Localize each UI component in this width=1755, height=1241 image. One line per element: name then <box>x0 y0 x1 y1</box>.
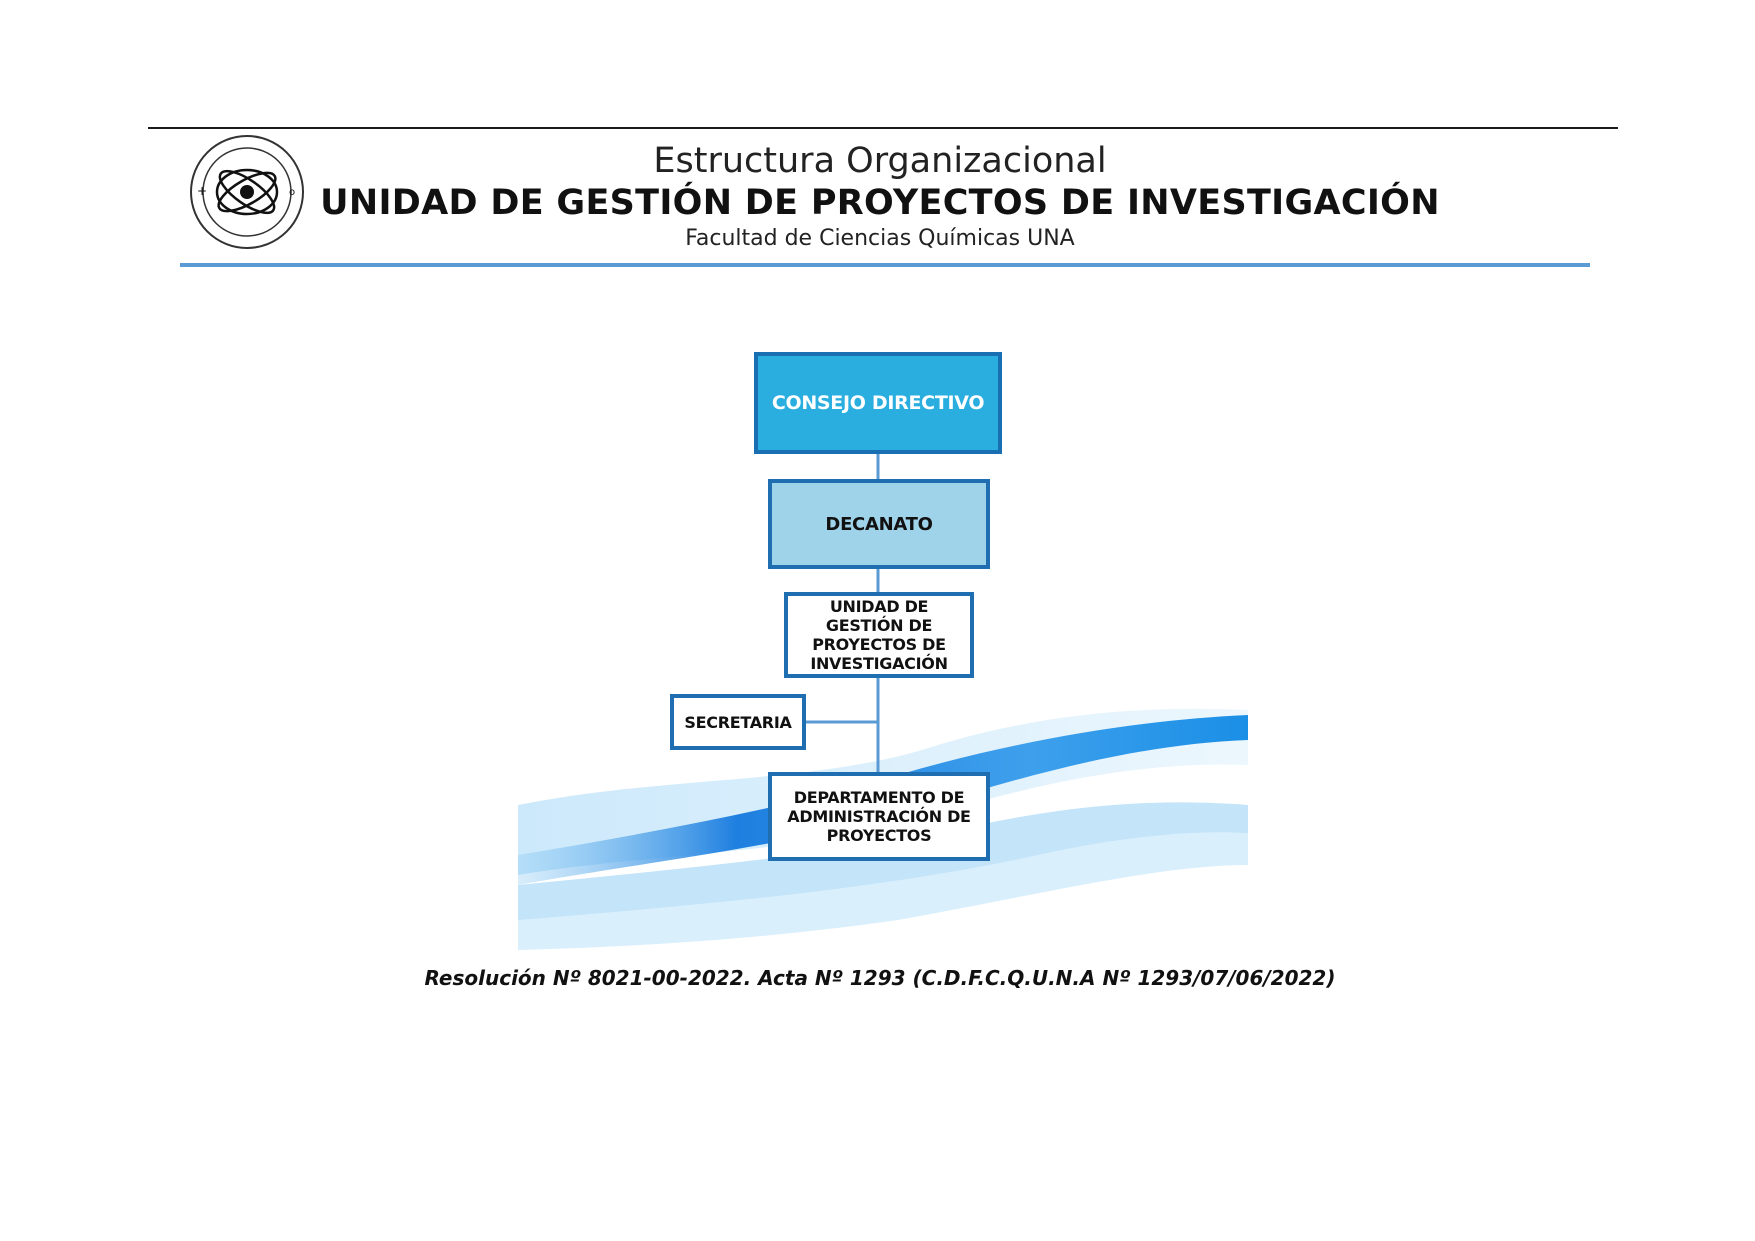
node-consejo-directivo <box>754 352 1002 454</box>
node-decanato-label: DECANATO <box>825 513 933 535</box>
node-consejo-label: CONSEJO DIRECTIVO <box>771 392 985 414</box>
node-secretaria <box>670 694 806 750</box>
page-title: UNIDAD DE GESTIÓN DE PROYECTOS DE INVESTIGACIÓN <box>320 183 1440 223</box>
node-secretaria-label: SECRETARIA <box>684 712 792 732</box>
header-subtitle: Facultad de Ciencias Químicas UNA <box>685 226 1075 251</box>
svg-text:o: o <box>289 187 296 198</box>
node-decanato <box>768 479 990 569</box>
node-unidad-label: UNIDAD DE GESTIÓN DE PROYECTOS DE INVESTIGACIÓN <box>810 597 948 673</box>
node-departamento-label: DEPARTAMENTO DE ADMINISTRACIÓN DE PROYECTOS <box>787 788 971 845</box>
node-unidad-gestion <box>784 592 974 678</box>
node-departamento <box>768 772 990 861</box>
header-kicker: Estructura Organizacional <box>653 141 1107 181</box>
svg-text:+: + <box>197 184 208 198</box>
resolution-caption: Resolución Nº 8021-00-2022. Acta Nº 1293 (C.D.F.C.Q.U.N.A Nº 1293/07/06/2022) <box>424 966 1336 990</box>
